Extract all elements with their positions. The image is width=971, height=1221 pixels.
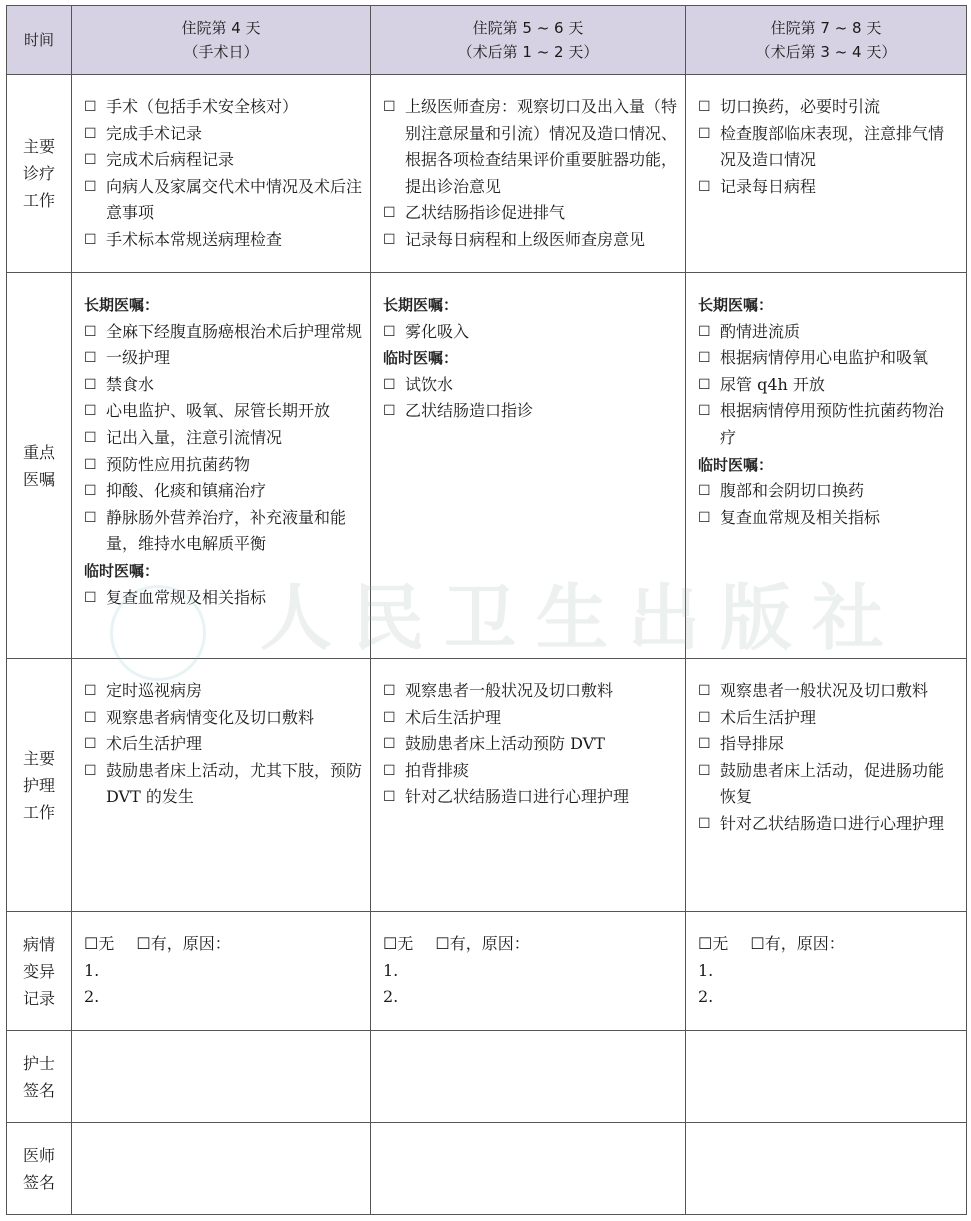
- variation-reason-1: 1.: [383, 960, 399, 980]
- variation-col-2: [371, 912, 686, 1031]
- checkbox-icon[interactable]: ☐: [84, 483, 97, 500]
- variation-no-option[interactable]: [84, 934, 114, 953]
- checkbox-icon[interactable]: ☐: [698, 934, 713, 953]
- checklist-item: [383, 784, 677, 811]
- checklist-item: [84, 585, 362, 612]
- checkbox-icon[interactable]: ☐: [383, 205, 396, 222]
- checklist-item-text: 乙状结肠造口指诊: [405, 401, 534, 421]
- variation-yes-option[interactable]: [750, 934, 844, 953]
- checklist-item: [84, 705, 362, 732]
- row-label-nurse-sign: [7, 1031, 72, 1123]
- checklist-item: [698, 174, 958, 201]
- checklist-item: [84, 227, 362, 254]
- checklist-item: [383, 731, 677, 758]
- row-orders: [7, 273, 967, 659]
- checkbox-icon[interactable]: ☐: [84, 456, 97, 473]
- variation-reason-2: 2.: [84, 987, 100, 1007]
- variation-reason-1: 1.: [698, 960, 714, 980]
- checkbox-icon[interactable]: ☐: [698, 178, 711, 195]
- checklist-item: [698, 731, 958, 758]
- checklist-item: [383, 678, 677, 705]
- checkbox-icon[interactable]: ☐: [698, 323, 711, 340]
- checkbox-icon[interactable]: ☐: [84, 762, 97, 779]
- checklist-item-text: 针对乙状结肠造口进行心理护理: [405, 787, 630, 807]
- checklist-item: [84, 678, 362, 705]
- checklist-item-text: 完成术后病程记录: [106, 150, 235, 170]
- checkbox-icon[interactable]: ☐: [383, 323, 396, 340]
- checkbox-icon[interactable]: ☐: [383, 376, 396, 393]
- checkbox-icon[interactable]: ☐: [698, 376, 711, 393]
- row-label-line: 签名: [22, 1080, 55, 1100]
- checklist-item: [698, 398, 958, 451]
- checkbox-icon[interactable]: ☐: [84, 376, 97, 393]
- checklist-item: [84, 372, 362, 399]
- checklist-item-text: 向病人及家属交代术中情况及术后注意事项: [106, 176, 363, 223]
- variation-reason-2: 2.: [383, 987, 399, 1007]
- checkbox-icon[interactable]: ☐: [84, 350, 97, 367]
- checklist-item: [698, 705, 958, 732]
- row-label-line: 护理: [22, 775, 55, 795]
- checklist-item-text: 检查腹部临床表现，注意排气情况及造口情况: [720, 123, 945, 170]
- checklist-item-text: 鼓励患者床上活动，促进肠功能恢复: [720, 760, 945, 807]
- checklist-item-text: 上级医师查房：观察切口及出入量（特别注意尿量和引流）情况及造口情况、根据各项检查结果评价重要脏器功能，提出诊治意见: [405, 97, 678, 196]
- orders-section-heading: 长期医嘱：: [698, 296, 774, 314]
- header-day4-title: 住院第 4 天: [181, 19, 261, 37]
- variation-no-option-label: 无: [712, 934, 729, 953]
- orders-col-2: [371, 273, 686, 659]
- checkbox-icon[interactable]: ☐: [84, 403, 97, 420]
- checklist-item: [84, 505, 362, 558]
- checklist-item-text: 抑酸、化痰和镇痛治疗: [106, 481, 267, 501]
- header-day4: [72, 6, 371, 75]
- checklist-item-text: 鼓励患者床上活动，尤其下肢，预防 DVT 的发生: [106, 760, 363, 807]
- checklist-item: [698, 121, 958, 174]
- checklist-item: [84, 174, 362, 227]
- doctor-sign-col-1[interactable]: [72, 1123, 371, 1215]
- checkbox-icon[interactable]: ☐: [383, 789, 396, 806]
- checkbox-icon[interactable]: ☐: [383, 736, 396, 753]
- checklist-item-text: 复查血常规及相关指标: [106, 587, 267, 607]
- variation-yes-option[interactable]: [435, 934, 529, 953]
- checkbox-icon[interactable]: ☐: [84, 509, 97, 526]
- checkbox-icon[interactable]: ☐: [698, 762, 711, 779]
- row-doctor-sign: [7, 1123, 967, 1215]
- checklist-item: [84, 478, 362, 505]
- row-label-line: 工作: [22, 802, 55, 822]
- publisher-watermark: 人民卫生出版社: [260, 575, 905, 660]
- checklist-item: [383, 758, 677, 785]
- row-label-line: 病情: [22, 934, 55, 954]
- checklist-item: [383, 398, 677, 425]
- checklist-item: [698, 478, 958, 505]
- checkbox-icon[interactable]: ☐: [84, 429, 97, 446]
- checklist-item-text: 针对乙状结肠造口进行心理护理: [720, 813, 945, 833]
- checklist-item: [84, 731, 362, 758]
- checkbox-icon[interactable]: ☐: [84, 323, 97, 340]
- checkbox-icon[interactable]: ☐: [383, 934, 398, 953]
- checkbox-icon[interactable]: ☐: [383, 403, 396, 420]
- checklist-item: [698, 319, 958, 346]
- row-label-line: 记录: [22, 988, 55, 1008]
- checkbox-icon[interactable]: ☐: [750, 934, 765, 953]
- row-label-line: 主要: [22, 137, 55, 156]
- checkbox-icon[interactable]: ☐: [84, 589, 97, 606]
- checkbox-icon[interactable]: ☐: [698, 483, 711, 500]
- variation-no-option[interactable]: [698, 934, 728, 953]
- variation-options: [84, 931, 362, 958]
- nurse-sign-col-3[interactable]: [686, 1031, 967, 1123]
- checkbox-icon[interactable]: ☐: [698, 709, 711, 726]
- checklist-item-text: 记录每日病程和上级医师查房意见: [405, 229, 646, 249]
- nursing-col-1: [72, 659, 371, 912]
- checklist-item-text: 根据病情停用心电监护和吸氧: [720, 348, 929, 368]
- variation-yes-option-label: 有，原因：: [449, 934, 530, 953]
- header-day4-subtitle: （手术日）: [183, 43, 259, 61]
- row-label-doctor-sign: [7, 1123, 72, 1215]
- header-day5-6-subtitle: （术后第 1 ~ 2 天）: [457, 43, 599, 61]
- orders-section-heading: 长期医嘱：: [84, 296, 160, 314]
- orders-col-3: [686, 273, 967, 659]
- row-label-line: 医师: [22, 1145, 55, 1165]
- row-label-diagnosis: [7, 75, 72, 273]
- header-time: 时间: [7, 6, 72, 75]
- row-label-line: 诊疗: [22, 164, 55, 183]
- checklist-item-text: 切口换药，必要时引流: [720, 97, 881, 116]
- header-day5-6: [371, 6, 686, 75]
- checklist-item-text: 根据病情停用预防性抗菌药物治疗: [720, 401, 945, 447]
- checkbox-icon[interactable]: ☐: [698, 99, 711, 115]
- nursing-col-3: [686, 659, 967, 912]
- checklist-item: [698, 345, 958, 372]
- row-label-line: 重点: [22, 442, 55, 462]
- checklist-item: [84, 121, 362, 148]
- checkbox-icon[interactable]: ☐: [84, 736, 97, 753]
- row-label-line: 工作: [22, 191, 55, 210]
- clinical-pathway-table: [6, 5, 967, 1215]
- checklist-item: [383, 705, 677, 732]
- checklist-item: [84, 758, 362, 811]
- checkbox-icon[interactable]: ☐: [84, 934, 99, 953]
- checklist-item-text: 术后生活护理: [720, 707, 817, 727]
- variation-no-option-label: 无: [397, 934, 414, 953]
- orders-section-heading: 临时医嘱：: [698, 455, 774, 474]
- checklist-item-text: 指导排尿: [720, 734, 785, 754]
- checkbox-icon[interactable]: ☐: [383, 762, 396, 779]
- checklist-item-text: 预防性应用抗菌药物: [106, 454, 251, 474]
- checklist-item-text: 拍背排痰: [405, 760, 470, 780]
- checklist-item-text: 复查血常规及相关指标: [720, 507, 881, 527]
- row-label-variation: [7, 912, 72, 1031]
- checklist-item-text: 静脉肠外营养治疗，补充液量和能量，维持水电解质平衡: [106, 507, 347, 554]
- variation-col-1: [72, 912, 371, 1031]
- checkbox-icon[interactable]: ☐: [698, 815, 711, 832]
- variation-no-option-label: 无: [98, 934, 115, 953]
- checklist-item-text: 记出入量，注意引流情况: [106, 427, 283, 447]
- variation-yes-option-label: 有，原因：: [150, 934, 231, 953]
- nurse-sign-col-1[interactable]: [72, 1031, 371, 1123]
- checkbox-icon[interactable]: ☐: [84, 231, 97, 248]
- checklist-item-text: 全麻下经腹直肠癌根治术后护理常规: [106, 321, 363, 341]
- checklist-item: [84, 398, 362, 425]
- checklist-item: [84, 425, 362, 452]
- checklist-item-text: 乙状结肠指诊促进排气: [405, 203, 566, 223]
- checklist-item-text: 观察患者一般状况及切口敷料: [405, 681, 614, 700]
- variation-no-option[interactable]: [383, 934, 413, 953]
- row-diagnosis: [7, 75, 967, 273]
- checklist-item: [84, 94, 362, 121]
- checklist-item: [698, 94, 958, 121]
- checklist-item: [383, 372, 677, 399]
- checklist-item-text: 禁食水: [106, 374, 155, 394]
- checkbox-icon[interactable]: ☐: [383, 231, 396, 248]
- checkbox-icon[interactable]: ☐: [136, 934, 151, 953]
- checklist-item: [383, 227, 677, 254]
- checklist-item-text: 记录每日病程: [720, 176, 817, 196]
- variation-yes-option[interactable]: [136, 934, 230, 953]
- row-label-line: 变异: [22, 961, 55, 981]
- checklist-item: [698, 758, 958, 811]
- diag-col-2: [371, 75, 686, 273]
- row-nursing: [7, 659, 967, 912]
- header-day7-8: [686, 6, 967, 75]
- row-label-nursing: [7, 659, 72, 912]
- doctor-sign-col-3[interactable]: [686, 1123, 967, 1215]
- checklist-item-text: 观察患者一般状况及切口敷料: [720, 681, 929, 700]
- row-label-line: 护士: [22, 1053, 55, 1073]
- checkbox-icon[interactable]: ☐: [698, 403, 711, 420]
- checklist-item: [383, 200, 677, 227]
- checkbox-icon[interactable]: ☐: [84, 178, 97, 195]
- checklist-item-text: 雾化吸入: [405, 321, 470, 341]
- checkbox-icon[interactable]: ☐: [383, 709, 396, 726]
- checklist-item-text: 尿管 q4h 开放: [720, 374, 825, 394]
- checklist-item-text: 心电监护、吸氧、尿管长期开放: [106, 401, 331, 421]
- orders-section-heading: 临时医嘱：: [84, 561, 160, 580]
- checklist-item-text: 定时巡视病房: [106, 681, 203, 700]
- checklist-item: [698, 505, 958, 532]
- diag-col-3: [686, 75, 967, 273]
- checklist-item: [84, 147, 362, 174]
- checkbox-icon[interactable]: ☐: [84, 125, 97, 142]
- orders-section-heading: 长期医嘱：: [383, 296, 459, 314]
- checkbox-icon[interactable]: ☐: [383, 99, 396, 115]
- variation-reason-2: 2.: [698, 987, 714, 1007]
- variation-yes-option-label: 有，原因：: [764, 934, 845, 953]
- header-row: [7, 6, 967, 75]
- checkbox-icon[interactable]: ☐: [698, 509, 711, 526]
- checklist-item: [698, 678, 958, 705]
- checklist-item-text: 手术标本常规送病理检查: [106, 229, 283, 249]
- variation-col-3: [686, 912, 967, 1031]
- checklist-item-text: 手术（包括手术安全核对）: [106, 97, 299, 116]
- checkbox-icon[interactable]: ☐: [698, 350, 711, 367]
- checklist-item-text: 术后生活护理: [405, 707, 502, 727]
- checkbox-icon[interactable]: ☐: [84, 152, 97, 169]
- header-day5-6-title: 住院第 5 ~ 6 天: [472, 19, 584, 37]
- row-variation: [7, 912, 967, 1031]
- row-label-orders: [7, 273, 72, 659]
- checklist-item-text: 试饮水: [405, 374, 454, 394]
- checklist-item-text: 腹部和会阴切口换药: [720, 481, 865, 501]
- checklist-item: [698, 372, 958, 399]
- checklist-item-text: 酌情进流质: [720, 321, 801, 341]
- header-day7-8-subtitle: （术后第 3 ~ 4 天）: [755, 43, 897, 61]
- checklist-item-text: 完成手术记录: [106, 123, 203, 143]
- checklist-item-text: 术后生活护理: [106, 734, 203, 754]
- variation-options: [383, 931, 677, 958]
- orders-section-heading: 临时医嘱：: [383, 349, 459, 368]
- checkbox-icon[interactable]: ☐: [698, 125, 711, 142]
- nurse-sign-col-2[interactable]: [371, 1031, 686, 1123]
- checklist-item: [84, 452, 362, 479]
- checklist-item: [383, 94, 677, 200]
- checklist-item: [84, 345, 362, 372]
- checkbox-icon[interactable]: ☐: [84, 99, 97, 115]
- checklist-item: [383, 319, 677, 346]
- diag-col-1: [72, 75, 371, 273]
- checklist-item-text: 观察患者病情变化及切口敷料: [106, 707, 315, 727]
- checklist-item: [698, 811, 958, 838]
- row-label-line: 医嘱: [22, 469, 55, 489]
- checklist-item-text: 鼓励患者床上活动预防 DVT: [405, 734, 605, 754]
- header-day7-8-title: 住院第 7 ~ 8 天: [770, 19, 882, 37]
- row-nurse-sign: [7, 1031, 967, 1123]
- checkbox-icon[interactable]: ☐: [84, 683, 97, 699]
- checkbox-icon[interactable]: ☐: [383, 683, 396, 699]
- orders-col-1: [72, 273, 371, 659]
- checkbox-icon[interactable]: ☐: [698, 736, 711, 753]
- checkbox-icon[interactable]: ☐: [84, 709, 97, 726]
- checklist-item-text: 一级护理: [106, 348, 171, 368]
- row-label-line: 主要: [22, 748, 55, 768]
- checklist-item: [84, 319, 362, 346]
- checkbox-icon[interactable]: ☐: [698, 683, 711, 699]
- doctor-sign-col-2[interactable]: [371, 1123, 686, 1215]
- checkbox-icon[interactable]: ☐: [435, 934, 450, 953]
- variation-options: [698, 931, 958, 958]
- row-label-line: 签名: [22, 1172, 55, 1192]
- variation-reason-1: 1.: [84, 960, 100, 980]
- nursing-col-2: [371, 659, 686, 912]
